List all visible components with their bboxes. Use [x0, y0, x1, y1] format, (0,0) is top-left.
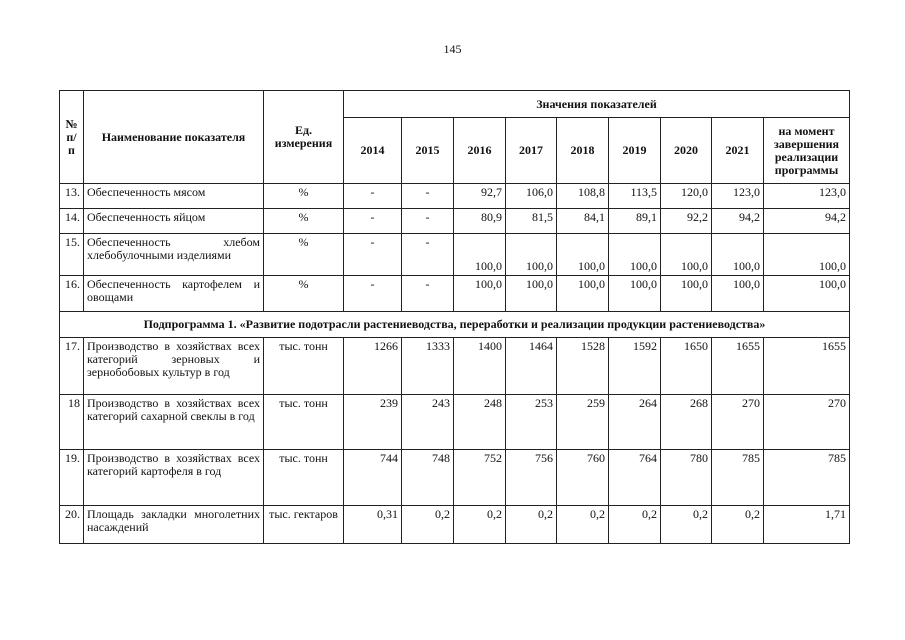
- row-number: 16.: [60, 276, 84, 312]
- row-value: -: [402, 209, 454, 234]
- table-row: [60, 450, 850, 506]
- row-name: Площадь закладки многолетних насаждений: [84, 506, 264, 544]
- indicators-table: [59, 90, 850, 544]
- row-value: -: [402, 184, 454, 209]
- row-value: 100,0: [661, 276, 712, 312]
- row-number: 17.: [60, 338, 84, 395]
- row-value: 94,2: [764, 209, 850, 234]
- row-value: 100,0: [454, 234, 506, 276]
- row-value: 1655: [764, 338, 850, 395]
- row-value: 756: [506, 450, 557, 506]
- row-value: 0,2: [557, 506, 609, 544]
- row-value: 0,2: [506, 506, 557, 544]
- row-unit: тыс. тонн: [264, 450, 344, 506]
- row-value: 100,0: [609, 234, 661, 276]
- row-number: 15.: [60, 234, 84, 276]
- row-value: 100,0: [557, 276, 609, 312]
- row-value: 100,0: [764, 276, 850, 312]
- row-value: 100,0: [712, 234, 764, 276]
- header-year: 2014: [344, 118, 402, 184]
- row-value: -: [402, 234, 454, 276]
- header-year: 2019: [609, 118, 661, 184]
- row-value: 0,2: [402, 506, 454, 544]
- row-name: Производство в хозяйствах всех категорий сахарной свеклы в год: [84, 395, 264, 450]
- row-value: 243: [402, 395, 454, 450]
- row-value: 89,1: [609, 209, 661, 234]
- row-value: 0,2: [712, 506, 764, 544]
- row-number: 13.: [60, 184, 84, 209]
- header-final: на момент завершения реализации программы: [764, 118, 850, 184]
- row-unit: тыс. тонн: [264, 338, 344, 395]
- table-row: [60, 338, 850, 395]
- row-value: 100,0: [609, 276, 661, 312]
- row-value: 100,0: [506, 234, 557, 276]
- row-value: 744: [344, 450, 402, 506]
- row-value: 264: [609, 395, 661, 450]
- row-value: 1333: [402, 338, 454, 395]
- subprogram-row: [60, 312, 850, 338]
- header-year: 2018: [557, 118, 609, 184]
- row-value: -: [344, 184, 402, 209]
- row-value: -: [344, 276, 402, 312]
- row-value: 123,0: [764, 184, 850, 209]
- table-row: [60, 209, 850, 234]
- row-value: 239: [344, 395, 402, 450]
- header-year: 2021: [712, 118, 764, 184]
- row-value: 253: [506, 395, 557, 450]
- row-value: -: [344, 234, 402, 276]
- row-number: 14.: [60, 209, 84, 234]
- row-value: 1400: [454, 338, 506, 395]
- row-value: 123,0: [712, 184, 764, 209]
- row-name: Обеспеченность картофелем и овощами: [84, 276, 264, 312]
- table-row: [60, 234, 850, 276]
- row-value: 785: [712, 450, 764, 506]
- row-value: 1528: [557, 338, 609, 395]
- row-value: 752: [454, 450, 506, 506]
- row-name: Обеспеченность мясом: [84, 184, 264, 209]
- row-value: -: [344, 209, 402, 234]
- header-unit: Ед. измерения: [264, 91, 344, 184]
- row-value: 120,0: [661, 184, 712, 209]
- header-row-top: [60, 91, 850, 118]
- row-unit: тыс. гектаров: [264, 506, 344, 544]
- page-number: 145: [443, 42, 462, 56]
- row-value: 268: [661, 395, 712, 450]
- row-unit: %: [264, 184, 344, 209]
- row-value: 259: [557, 395, 609, 450]
- row-name: Обеспеченность хлебом хлебобулочными изделиями: [84, 234, 264, 276]
- subprogram-title: Подпрограмма 1. «Развитие подотрасли растениеводства, переработки и реализации продукции растениеводства»: [60, 312, 850, 338]
- row-name: Производство в хозяйствах всех категорий картофеля в год: [84, 450, 264, 506]
- row-value: 764: [609, 450, 661, 506]
- header-year: 2016: [454, 118, 506, 184]
- row-value: 760: [557, 450, 609, 506]
- row-value: 84,1: [557, 209, 609, 234]
- row-unit: тыс. тонн: [264, 395, 344, 450]
- row-value: 1655: [712, 338, 764, 395]
- row-number: 19.: [60, 450, 84, 506]
- row-value: 100,0: [557, 234, 609, 276]
- row-value: 100,0: [506, 276, 557, 312]
- row-value: 81,5: [506, 209, 557, 234]
- row-value: -: [402, 276, 454, 312]
- table-row: [60, 395, 850, 450]
- row-value: 1464: [506, 338, 557, 395]
- row-value: 0,2: [609, 506, 661, 544]
- row-value: 92,7: [454, 184, 506, 209]
- row-value: 100,0: [661, 234, 712, 276]
- table-row: [60, 506, 850, 544]
- row-unit: %: [264, 234, 344, 276]
- row-number: 18: [60, 395, 84, 450]
- header-name: Наименование показателя: [84, 91, 264, 184]
- row-value: 94,2: [712, 209, 764, 234]
- header-year: 2017: [506, 118, 557, 184]
- row-unit: %: [264, 276, 344, 312]
- row-unit: %: [264, 209, 344, 234]
- row-value: 748: [402, 450, 454, 506]
- row-value: 270: [764, 395, 850, 450]
- row-value: 1592: [609, 338, 661, 395]
- row-value: 1,71: [764, 506, 850, 544]
- row-value: 780: [661, 450, 712, 506]
- row-value: 113,5: [609, 184, 661, 209]
- row-value: 270: [712, 395, 764, 450]
- row-name: Производство в хозяйствах всех категорий зерновых и зернобобовых культур в год: [84, 338, 264, 395]
- row-value: 108,8: [557, 184, 609, 209]
- row-value: 100,0: [454, 276, 506, 312]
- table-row: [60, 184, 850, 209]
- row-value: 785: [764, 450, 850, 506]
- row-value: 1650: [661, 338, 712, 395]
- row-name: Обеспеченность яйцом: [84, 209, 264, 234]
- row-value: 1266: [344, 338, 402, 395]
- row-value: 106,0: [506, 184, 557, 209]
- row-value: 0,2: [661, 506, 712, 544]
- row-value: 0,31: [344, 506, 402, 544]
- row-value: 0,2: [454, 506, 506, 544]
- row-value: 100,0: [712, 276, 764, 312]
- header-year: 2015: [402, 118, 454, 184]
- header-year: 2020: [661, 118, 712, 184]
- row-value: 80,9: [454, 209, 506, 234]
- row-number: 20.: [60, 506, 84, 544]
- row-value: 92,2: [661, 209, 712, 234]
- row-value: 248: [454, 395, 506, 450]
- table-row: [60, 276, 850, 312]
- header-values-title: Значения показателей: [344, 91, 850, 118]
- header-no: № п/п: [60, 91, 84, 184]
- row-value: 100,0: [764, 234, 850, 276]
